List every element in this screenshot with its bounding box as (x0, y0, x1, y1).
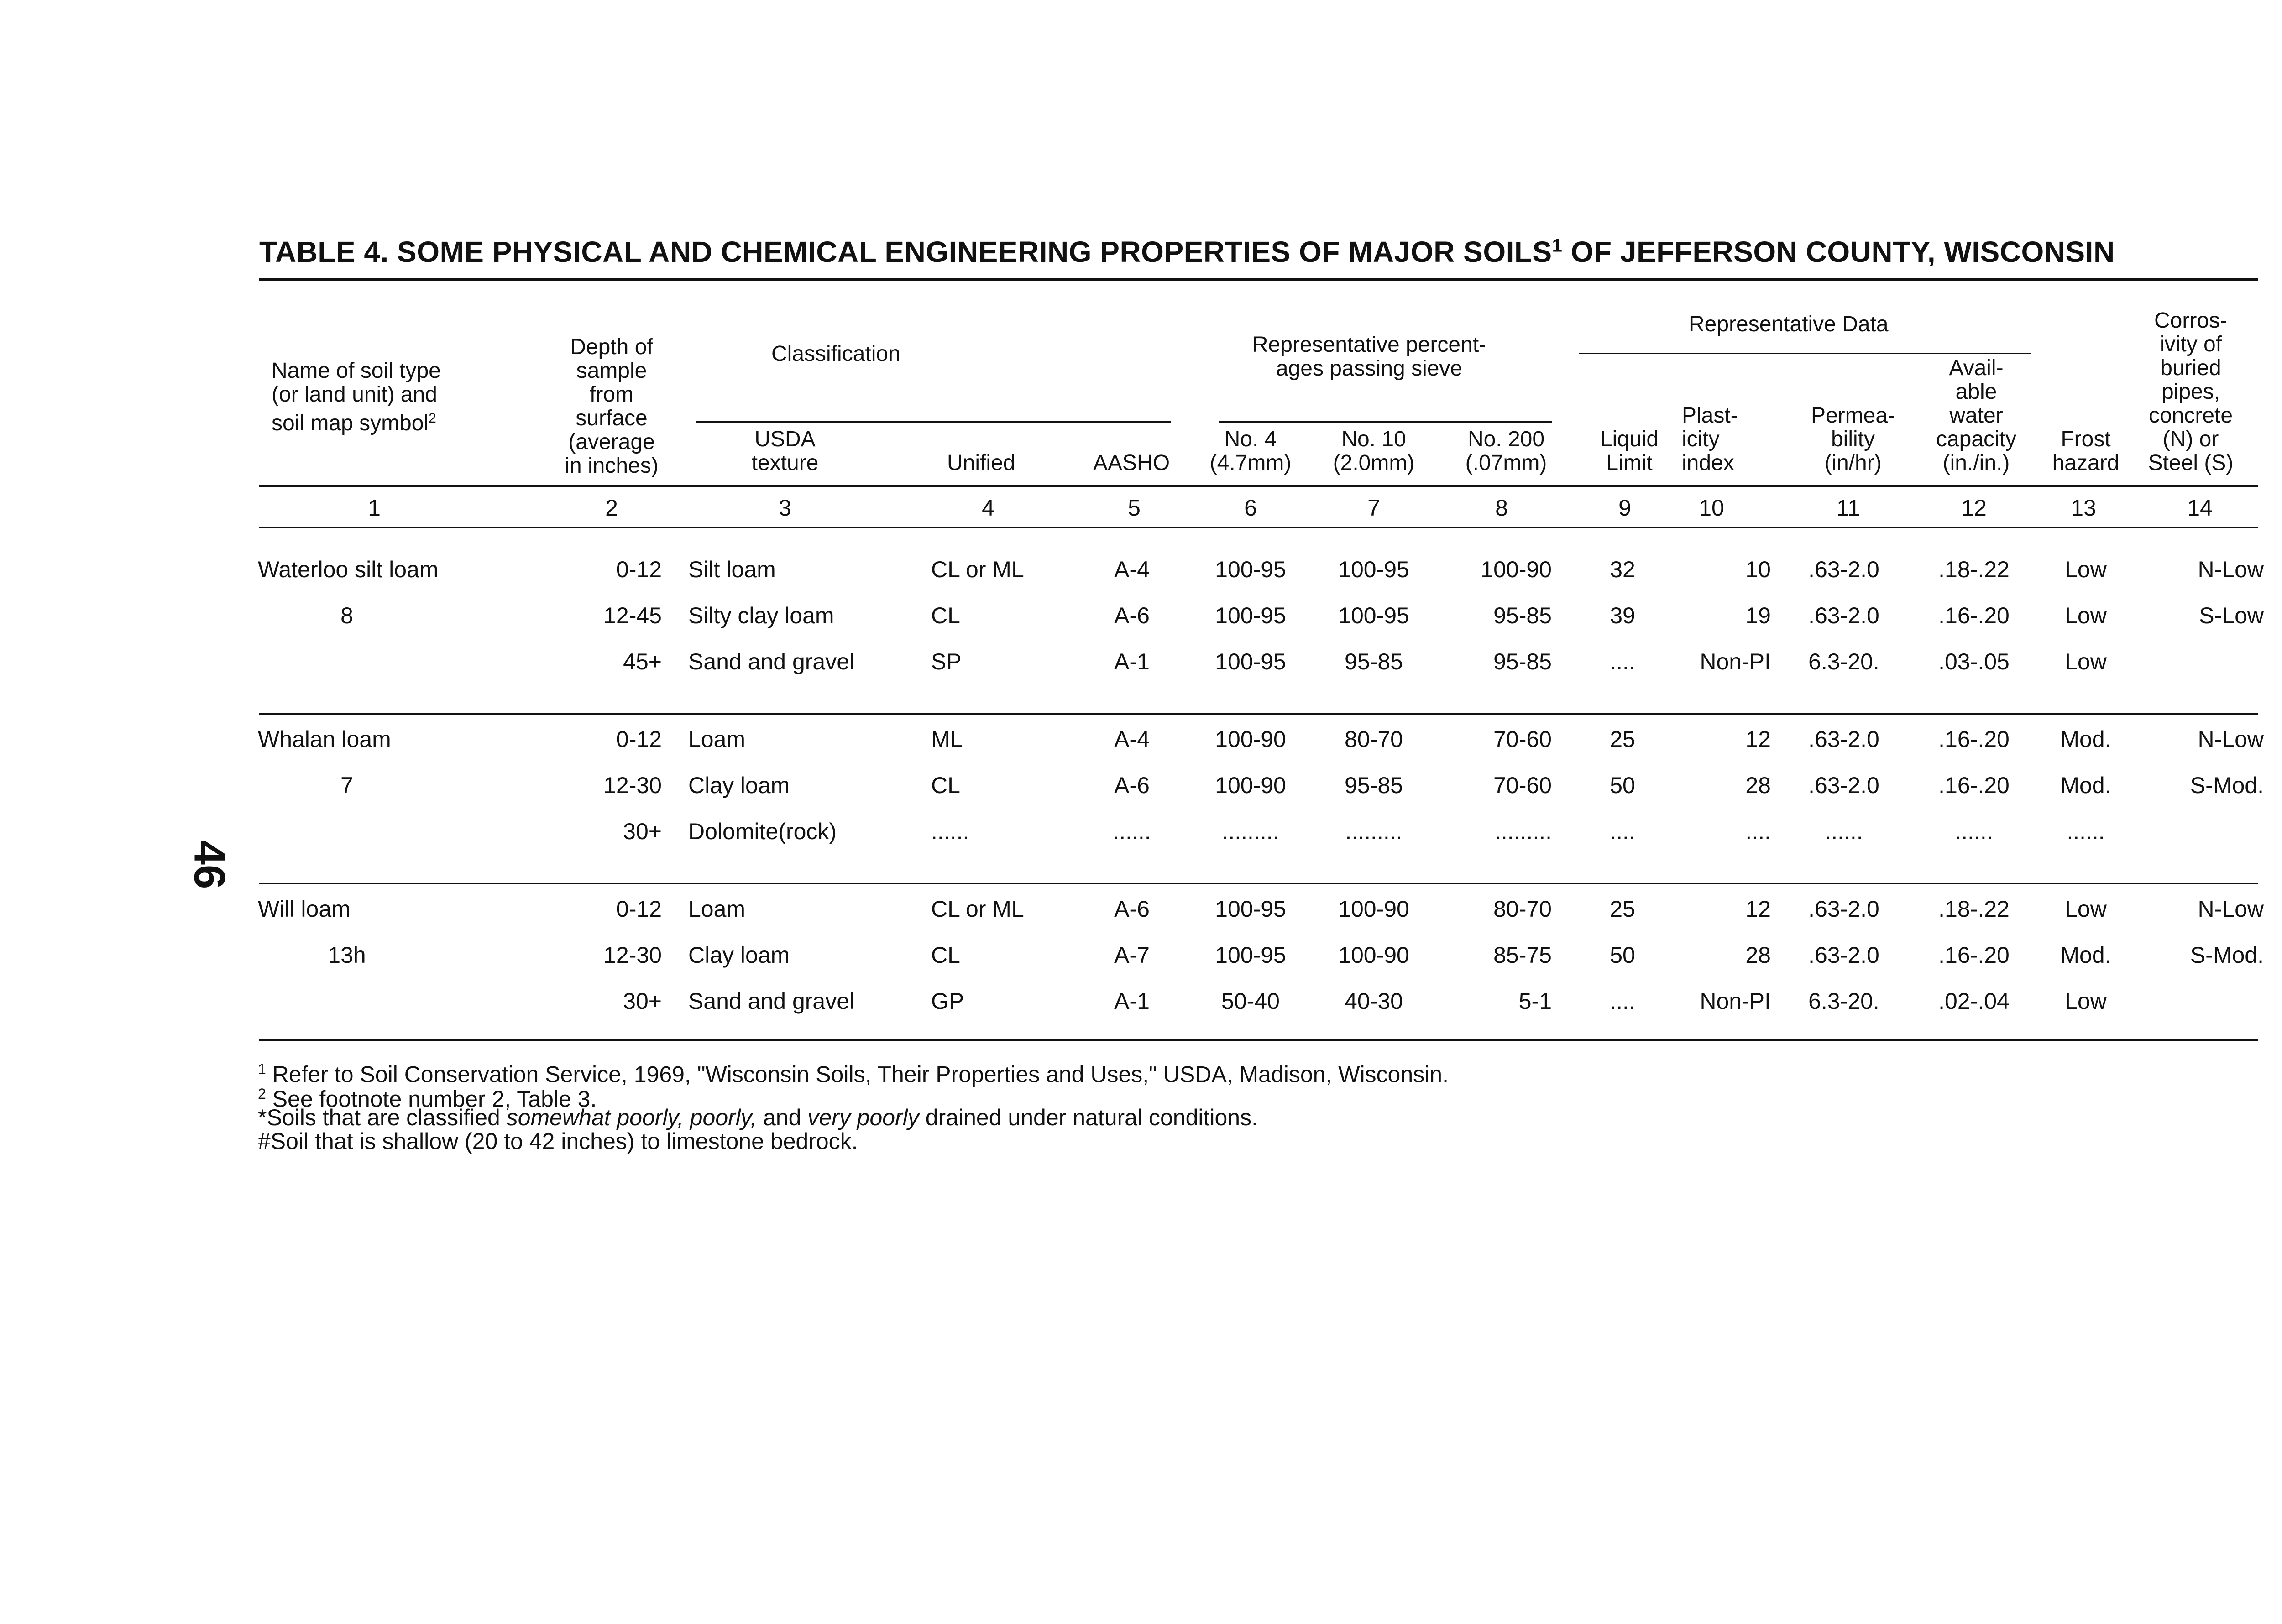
rep-data-rule (1579, 353, 2031, 354)
header-name: Name of soil type (or land unit) and soil map symbol$^2$ (272, 359, 441, 435)
depth-cell: 30+ (623, 819, 662, 844)
aashto-cell: A-6 (1114, 603, 1150, 628)
liquid-limit-cell: 50 (1610, 773, 1635, 798)
plasticity-cell: Non-PI (1700, 649, 1771, 674)
permeability-cell: 6.3-20. (1808, 988, 1879, 1014)
table-bottom-rule (259, 1039, 2258, 1041)
no10-cell: 80-70 (1345, 726, 1403, 752)
usda-texture-cell: Loam (688, 896, 746, 922)
permeability-cell: 6.3-20. (1808, 649, 1879, 674)
plasticity-cell: 19 (1745, 603, 1771, 628)
column-number: 12 (1961, 495, 1987, 521)
frost-hazard-cell: Low (2065, 557, 2107, 582)
permeability-cell: ...... (1825, 819, 1863, 844)
group-divider (259, 713, 2258, 715)
frost-hazard-cell: ...... (2067, 819, 2105, 844)
soil-map-symbol: 8 (340, 603, 353, 628)
unified-cell: CL (931, 603, 960, 628)
frost-hazard-cell: Low (2065, 988, 2107, 1014)
header-depth: Depth of sample from surface (average in inches) (565, 335, 659, 478)
depth-cell: 0-12 (616, 896, 662, 922)
column-number: 10 (1699, 495, 1724, 521)
unified-cell: CL (931, 773, 960, 798)
header-plasticity: Plast- icity index (1682, 403, 1738, 475)
depth-cell: 0-12 (616, 726, 662, 752)
corrosivity-cell: S-Mod. (2190, 942, 2264, 968)
plasticity-cell: 10 (1745, 557, 1771, 582)
water-capacity-cell: .02-.04 (1938, 988, 2010, 1014)
column-number: 6 (1244, 495, 1257, 521)
column-number: 14 (2187, 495, 2213, 521)
usda-texture-cell: Dolomite(rock) (688, 819, 837, 844)
no4-cell: 100-90 (1215, 726, 1286, 752)
group-divider (259, 883, 2258, 884)
plasticity-cell: .... (1745, 819, 1771, 844)
header-aashto: AASHO (1093, 451, 1170, 475)
unified-cell: ML (931, 726, 963, 752)
liquid-limit-cell: 25 (1610, 726, 1635, 752)
water-capacity-cell: .16-.20 (1938, 603, 2010, 628)
soil-name: Will loam (258, 896, 351, 922)
corrosivity-cell: N-Low (2198, 557, 2264, 582)
aashto-cell: A-4 (1114, 726, 1150, 752)
plasticity-cell: 28 (1745, 773, 1771, 798)
usda-texture-cell: Clay loam (688, 942, 790, 968)
water-capacity-cell: .16-.20 (1938, 773, 2010, 798)
water-capacity-cell: .03-.05 (1938, 649, 2010, 674)
no4-cell: 100-95 (1215, 942, 1286, 968)
column-number: 4 (982, 495, 994, 521)
liquid-limit-cell: .... (1610, 819, 1635, 844)
unified-cell: SP (931, 649, 962, 674)
aashto-cell: A-6 (1114, 896, 1150, 922)
liquid-limit-cell: 25 (1610, 896, 1635, 922)
liquid-limit-cell: .... (1610, 988, 1635, 1014)
unified-cell: CL or ML (931, 557, 1024, 582)
permeability-cell: .63-2.0 (1808, 773, 1879, 798)
frost-hazard-cell: Mod. (2060, 773, 2111, 798)
no200-cell: ......... (1494, 819, 1552, 844)
usda-texture-cell: Clay loam (688, 773, 790, 798)
no10-cell: 100-90 (1338, 896, 1409, 922)
soil-map-symbol: 7 (340, 773, 353, 798)
water-capacity-cell: ...... (1955, 819, 1993, 844)
usda-texture-cell: Sand and gravel (688, 649, 855, 674)
water-capacity-cell: .18-.22 (1938, 557, 2010, 582)
header-classification: Classification (771, 342, 900, 366)
column-number-rule (259, 527, 2258, 528)
no200-cell: 85-75 (1493, 942, 1552, 968)
no10-cell: 40-30 (1345, 988, 1403, 1014)
header-awc: Avail- able water capacity (in./in.) (1936, 356, 2017, 475)
header-rep-percent: Representative percent- ages passing sieve (1252, 333, 1486, 381)
no4-cell: 100-90 (1215, 773, 1286, 798)
column-number: 13 (2071, 495, 2096, 521)
header-frost: Frost hazard (2052, 427, 2120, 475)
liquid-limit-cell: 32 (1610, 557, 1635, 582)
header-corrosivity: Corros- ivity of buried pipes, concrete (N) or Steel (S) (2148, 308, 2234, 475)
aashto-cell: ...... (1113, 819, 1151, 844)
no4-cell: 100-95 (1215, 603, 1286, 628)
permeability-cell: .63-2.0 (1808, 557, 1879, 582)
corrosivity-cell: N-Low (2198, 726, 2264, 752)
aashto-cell: A-1 (1114, 649, 1150, 674)
header-no10: No. 10 (2.0mm) (1333, 427, 1415, 475)
no4-cell: ......... (1222, 819, 1279, 844)
permeability-cell: .63-2.0 (1808, 896, 1879, 922)
frost-hazard-cell: Low (2065, 603, 2107, 628)
depth-cell: 45+ (623, 649, 662, 674)
unified-cell: CL or ML (931, 896, 1024, 922)
classification-rule (696, 421, 1171, 423)
no10-cell: 95-85 (1345, 649, 1403, 674)
column-number: 9 (1618, 495, 1631, 521)
table-title: TABLE 4. SOME PHYSICAL AND CHEMICAL ENGINEERING PROPERTIES OF MAJOR SOILS$^1$ OF JEFFERSON COUNTY, WISCONSIN (259, 235, 2115, 268)
column-number: 1 (368, 495, 381, 521)
aashto-cell: A-4 (1114, 557, 1150, 582)
plasticity-cell: 28 (1745, 942, 1771, 968)
column-number: 2 (605, 495, 618, 521)
no200-cell: 95-85 (1493, 649, 1552, 674)
plasticity-cell: Non-PI (1700, 988, 1771, 1014)
liquid-limit-cell: .... (1610, 649, 1635, 674)
column-number: 3 (779, 495, 791, 521)
no10-cell: 95-85 (1345, 773, 1403, 798)
footnote-4: #Soil that is shallow (20 to 42 inches) to limestone bedrock. (258, 1128, 858, 1154)
no10-cell: 100-95 (1338, 557, 1409, 582)
depth-cell: 12-30 (603, 942, 662, 968)
header-usda: USDA texture (751, 427, 819, 475)
no4-cell: 50-40 (1221, 988, 1280, 1014)
depth-cell: 30+ (623, 988, 662, 1014)
no10-cell: ......... (1345, 819, 1403, 844)
corrosivity-cell: N-Low (2198, 896, 2264, 922)
liquid-limit-cell: 50 (1610, 942, 1635, 968)
depth-cell: 12-45 (603, 603, 662, 628)
usda-texture-cell: Silty clay loam (688, 603, 834, 628)
frost-hazard-cell: Mod. (2060, 726, 2111, 752)
header-bottom-rule (259, 485, 2258, 487)
frost-hazard-cell: Low (2065, 896, 2107, 922)
header-permeability: Permea- bility (in/hr) (1811, 403, 1895, 475)
permeability-cell: .63-2.0 (1808, 726, 1879, 752)
header-no4: No. 4 (4.7mm) (1209, 427, 1292, 475)
no4-cell: 100-95 (1215, 649, 1286, 674)
unified-cell: ...... (931, 819, 969, 844)
header-rep-data: Representative Data (1689, 312, 1889, 336)
no200-cell: 100-90 (1481, 557, 1552, 582)
column-number: 7 (1367, 495, 1380, 521)
soil-name: Waterloo silt loam (258, 557, 439, 582)
frost-hazard-cell: Low (2065, 649, 2107, 674)
no200-cell: 70-60 (1493, 726, 1552, 752)
header-liquid: Liquid Limit (1600, 427, 1659, 475)
sieve-rule (1219, 421, 1552, 423)
water-capacity-cell: .18-.22 (1938, 896, 2010, 922)
depth-cell: 12-30 (603, 773, 662, 798)
column-number: 11 (1837, 495, 1860, 521)
aashto-cell: A-7 (1114, 942, 1150, 968)
water-capacity-cell: .16-.20 (1938, 726, 2010, 752)
aashto-cell: A-6 (1114, 773, 1150, 798)
permeability-cell: .63-2.0 (1808, 603, 1879, 628)
footnote-2: $^2$ See footnote number 2, Table 3. (258, 1086, 597, 1112)
no200-cell: 70-60 (1493, 773, 1552, 798)
no200-cell: 95-85 (1493, 603, 1552, 628)
header-no200: No. 200 (.07mm) (1465, 427, 1547, 475)
header-unified: Unified (947, 451, 1015, 475)
footnote-3: *Soils that are classified somewhat poorly, poorly, and very poorly drained under natural conditions. (258, 1105, 1258, 1130)
soil-map-symbol: 13h (328, 942, 366, 968)
title-rule (259, 278, 2258, 281)
aashto-cell: A-1 (1114, 988, 1150, 1014)
usda-texture-cell: Sand and gravel (688, 988, 855, 1014)
usda-texture-cell: Silt loam (688, 557, 776, 582)
frost-hazard-cell: Mod. (2060, 942, 2111, 968)
no200-cell: 80-70 (1493, 896, 1552, 922)
page-number: 46 (185, 840, 234, 889)
depth-cell: 0-12 (616, 557, 662, 582)
corrosivity-cell: S-Mod. (2190, 773, 2264, 798)
corrosivity-cell: S-Low (2199, 603, 2264, 628)
column-number: 8 (1495, 495, 1508, 521)
no4-cell: 100-95 (1215, 896, 1286, 922)
unified-cell: CL (931, 942, 960, 968)
plasticity-cell: 12 (1745, 896, 1771, 922)
no10-cell: 100-90 (1338, 942, 1409, 968)
usda-texture-cell: Loam (688, 726, 746, 752)
liquid-limit-cell: 39 (1610, 603, 1635, 628)
footnote-1: $^1$ Refer to Soil Conservation Service, 1969, "Wisconsin Soils, Their Properties and Uses," USDA, Madison, Wisconsin. (258, 1061, 1449, 1087)
water-capacity-cell: .16-.20 (1938, 942, 2010, 968)
no10-cell: 100-95 (1338, 603, 1409, 628)
column-number: 5 (1128, 495, 1141, 521)
no4-cell: 100-95 (1215, 557, 1286, 582)
no200-cell: 5-1 (1518, 988, 1552, 1014)
plasticity-cell: 12 (1745, 726, 1771, 752)
unified-cell: GP (931, 988, 964, 1014)
permeability-cell: .63-2.0 (1808, 942, 1879, 968)
soil-name: Whalan loam (258, 726, 391, 752)
